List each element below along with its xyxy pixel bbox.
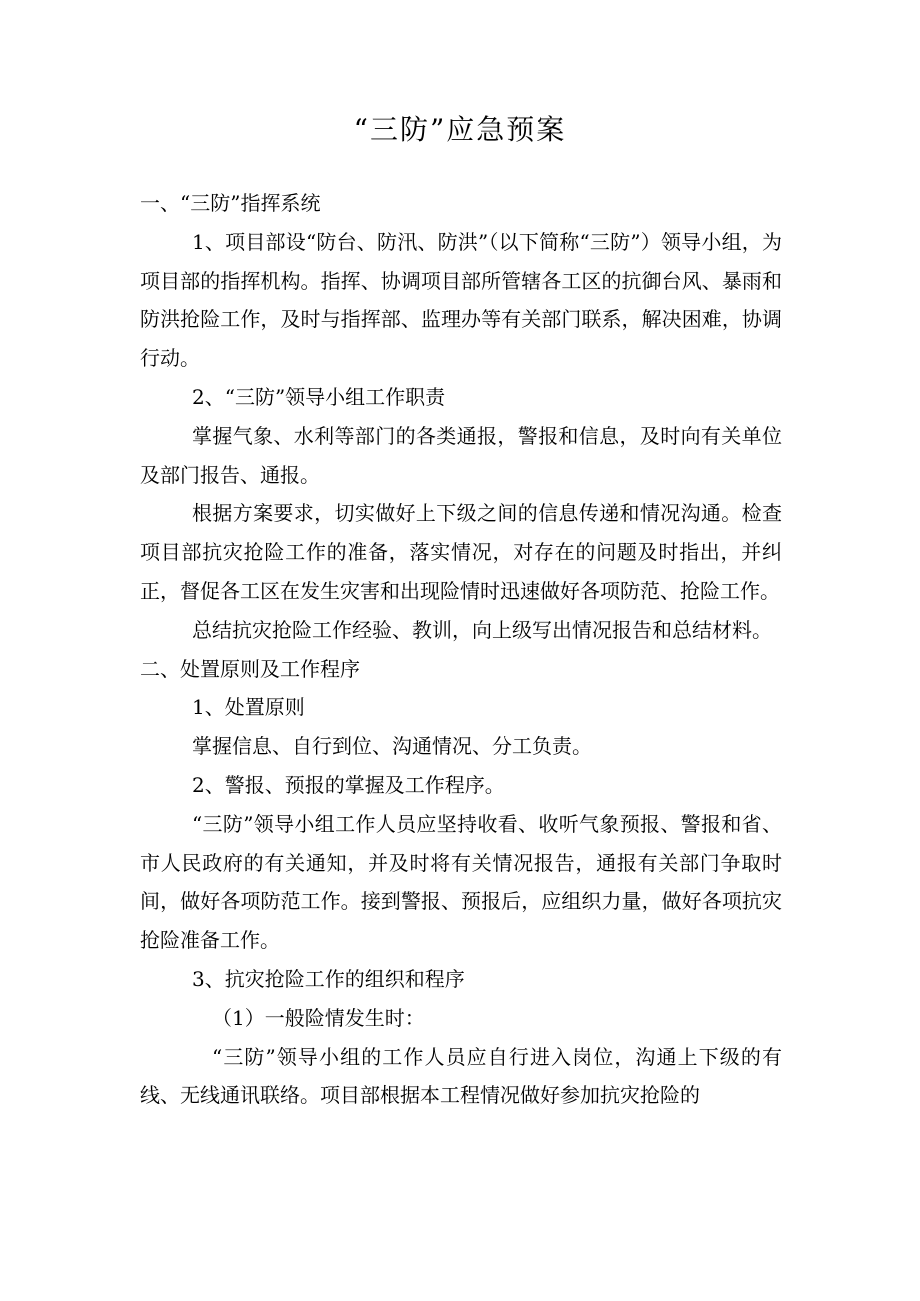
paragraph: 根据方案要求，切实做好上下级之间的信息传递和情况沟通。检查项目部抗灾抢险工作的准备，落实情况，对存在的问题及时指出，并纠正，督促各工区在发生灾害和出现险情时迅速做好各项防范、抢险工作。	[140, 501, 782, 603]
paragraph: 掌握信息、自行到位、沟通情况、分工负责。	[192, 734, 592, 759]
section-heading: 一、“三防”指挥系统	[140, 191, 321, 215]
paragraph: 总结抗灾抢险工作经验、教训，向上级写出情况报告和总结材料。	[192, 617, 772, 642]
paragraph: 1、项目部设“防台、防汛、防洪”（以下简称“三防”）领导小组，为项目部的指挥机构。指挥、协调项目部所管辖各工区的抗御台风、暴雨和防洪抢险工作，及时与指挥部、监理办等有关部门联系，解决困难，协调行动。	[140, 229, 782, 371]
sub-subsection-heading: （1）一般险情发生时：	[212, 1005, 425, 1030]
paragraph: 掌握气象、水利等部门的各类通报，警报和信息，及时向有关单位及部门报告、通报。	[140, 423, 782, 487]
paragraph: “三防”领导小组的工作人员应自行进入岗位，沟通上下级的有线、无线通讯联络。项目部根据本工程情况做好参加抗灾抢险的	[140, 1044, 782, 1108]
subsection-heading: 3、抗灾抢险工作的组织和程序	[192, 966, 465, 991]
subsection-heading: 1、处置原则	[192, 695, 305, 720]
document-body	[140, 184, 782, 1115]
subsection-heading: 2、警报、预报的掌握及工作程序。	[192, 772, 505, 797]
subsection-heading: 2、“三防”领导小组工作职责	[192, 384, 446, 409]
paragraph: “三防”领导小组工作人员应坚持收看、收听气象预报、警报和省、市人民政府的有关通知，并及时将有关情况报告，通报有关部门争取时间，做好各项防范工作。接到警报、预报后，应组织力量，做好各项抗灾抢险准备工作。	[140, 811, 782, 953]
section-heading: 二、处置原则及工作程序	[140, 656, 360, 681]
document-title: “三防”应急预案	[353, 113, 567, 146]
